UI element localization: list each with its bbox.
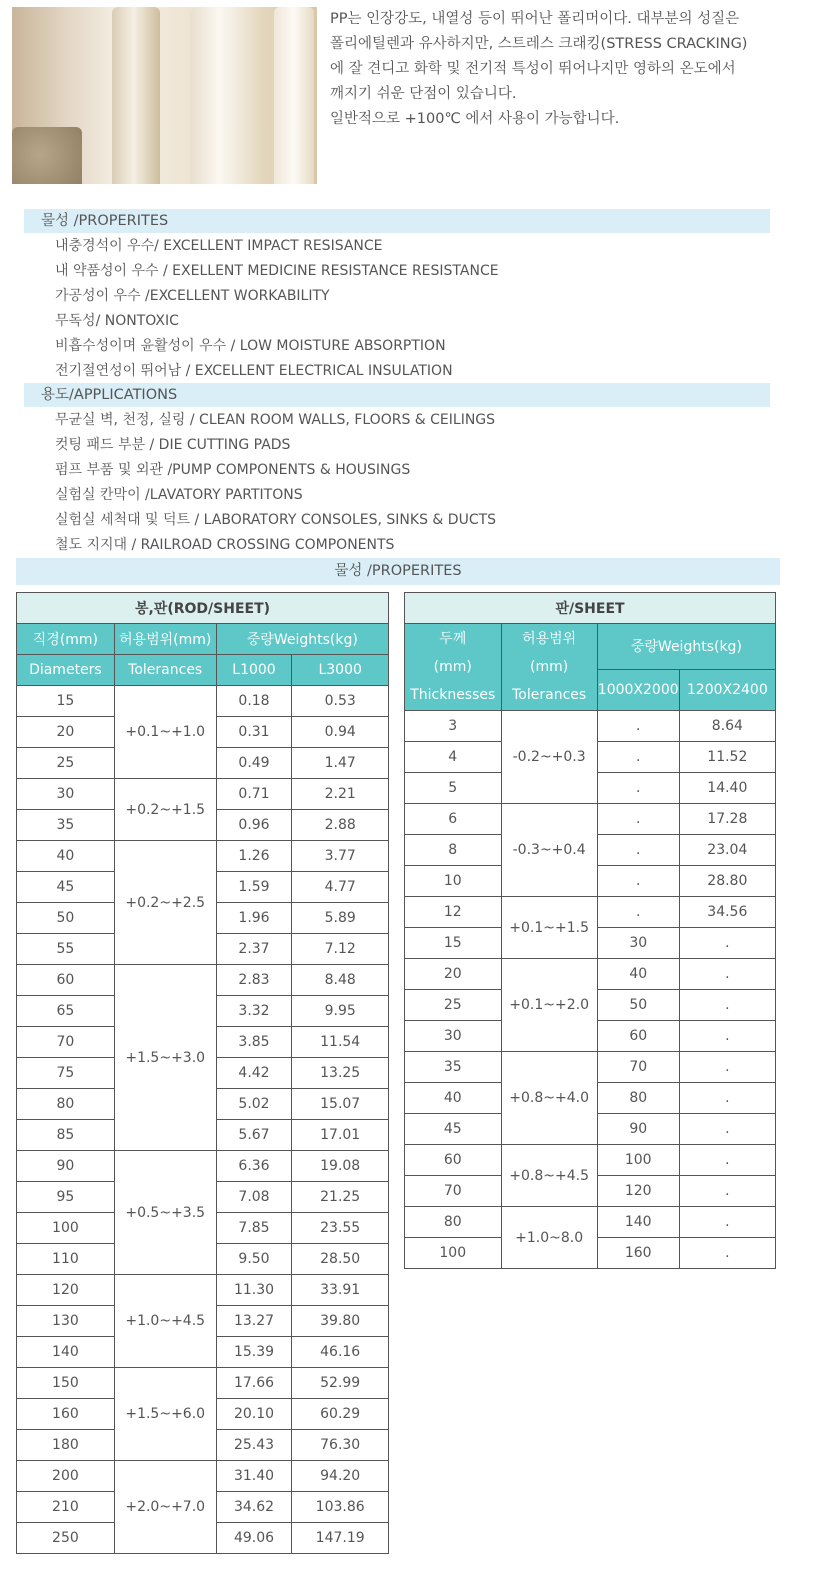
tolerance-header-ko: 허용범위(mm): [114, 624, 216, 655]
weight-cell: .: [679, 1207, 775, 1238]
weight-cell: 15.39: [216, 1337, 292, 1368]
table-section-title: 물성 /PROPERITES: [16, 558, 780, 585]
list-item: 철도 지지대 / RAILROAD CROSSING COMPONENTS: [55, 537, 395, 553]
table-row: [405, 804, 776, 835]
tolerance-cell: +0.5~+3.5: [114, 1151, 216, 1275]
weight-cell: .: [679, 959, 775, 990]
table-row: [17, 1368, 389, 1399]
table-row: [405, 959, 776, 990]
size-cell: 4: [405, 742, 502, 773]
sheet-tolerance-header-en: Tolerances: [512, 687, 587, 703]
weight-cell: .: [597, 711, 679, 742]
weight-cell: 39.80: [292, 1306, 389, 1337]
weight-cell: .: [679, 1114, 775, 1145]
size-cell: 60: [405, 1145, 502, 1176]
weight-cell: 50: [597, 990, 679, 1021]
tolerance-cell: +0.2~+2.5: [114, 841, 216, 965]
weight-cell: 60: [597, 1021, 679, 1052]
size-cell: 8: [405, 835, 502, 866]
weight-cell: 17.01: [292, 1120, 389, 1151]
list-item: 무독성/ NONTOXIC: [55, 313, 179, 329]
list-item: 가공성이 우수 /EXCELLENT WORKABILITY: [55, 288, 330, 304]
weight-cell: 14.40: [679, 773, 775, 804]
weight-cell: .: [679, 928, 775, 959]
weight-cell: 19.08: [292, 1151, 389, 1182]
intro-line: PP는 인장강도, 내열성 등이 뛰어난 폴리머이다. 대부분의 성질은: [330, 11, 740, 27]
table-row: [405, 1145, 776, 1176]
weight-cell: 11.30: [216, 1275, 292, 1306]
w1-header: 1000X2000: [597, 669, 679, 710]
weight-cell: 0.49: [216, 748, 292, 779]
table-row: [17, 841, 389, 872]
thickness-header: [405, 624, 502, 711]
size-cell: 160: [17, 1399, 115, 1430]
weight-cell: 140: [597, 1207, 679, 1238]
table-row: [17, 779, 389, 810]
weight-cell: 80: [597, 1083, 679, 1114]
weight-cell: 6.36: [216, 1151, 292, 1182]
list-item: 내충경석이 우수/ EXCELLENT IMPACT RESISANCE: [55, 238, 383, 254]
weight-cell: 8.48: [292, 965, 389, 996]
size-cell: 12: [405, 897, 502, 928]
weight-cell: 5.67: [216, 1120, 292, 1151]
weight-cell: 20.10: [216, 1399, 292, 1430]
size-cell: 70: [17, 1027, 115, 1058]
intro-line: 일반적으로 +100℃ 에서 사용이 가능합니다.: [330, 111, 620, 127]
intro-line: 폴리에틸렌과 유사하지만, 스트레스 크래킹(STRESS CRACKING): [330, 36, 748, 52]
weight-cell: 33.91: [292, 1275, 389, 1306]
weight-cell: 34.62: [216, 1492, 292, 1523]
tolerance-cell: +1.5~+3.0: [114, 965, 216, 1151]
size-cell: 45: [17, 872, 115, 903]
weight-cell: 0.31: [216, 717, 292, 748]
weight-cell: 94.20: [292, 1461, 389, 1492]
size-cell: 140: [17, 1337, 115, 1368]
applications-heading: 용도/APPLICATIONS: [24, 383, 770, 407]
weight-cell: 7.08: [216, 1182, 292, 1213]
tolerance-cell: -0.2~+0.3: [501, 711, 597, 804]
rod-shape: [190, 7, 264, 184]
weight-cell: 5.02: [216, 1089, 292, 1120]
size-cell: 6: [405, 804, 502, 835]
size-cell: 35: [17, 810, 115, 841]
weight-cell: 28.80: [679, 866, 775, 897]
tolerance-cell: +1.5~+6.0: [114, 1368, 216, 1461]
rod-table-caption: 봉,판(ROD/SHEET): [17, 593, 389, 624]
tolerance-cell: +0.1~+2.0: [501, 959, 597, 1052]
weight-cell: 28.50: [292, 1244, 389, 1275]
weight-cell: .: [597, 773, 679, 804]
weight-cell: .: [597, 804, 679, 835]
size-cell: 20: [17, 717, 115, 748]
applications-list: [55, 408, 496, 558]
weight-header: 중량Weights(kg): [216, 624, 388, 655]
thickness-header-en: Thicknesses: [410, 687, 496, 703]
intro-text: [330, 7, 825, 132]
list-item: 펌프 부품 및 외관 /PUMP COMPONENTS & HOUSINGS: [55, 462, 411, 478]
table-row: [17, 1151, 389, 1182]
weight-cell: 0.71: [216, 779, 292, 810]
weight-cell: 5.89: [292, 903, 389, 934]
list-item: 내 약품성이 우수 / EXELLENT MEDICINE RESISTANCE RESISTANCE: [55, 263, 499, 279]
weight-cell: .: [597, 742, 679, 773]
weight-cell: 30: [597, 928, 679, 959]
intro-line: 깨지기 쉬운 단점이 있습니다.: [330, 86, 517, 102]
table-row: [405, 897, 776, 928]
weight-cell: 21.25: [292, 1182, 389, 1213]
table-row: [17, 965, 389, 996]
properties-heading: 물성 /PROPERITES: [24, 209, 770, 233]
weight-cell: 31.40: [216, 1461, 292, 1492]
weight-cell: 100: [597, 1145, 679, 1176]
weight-cell: 3.77: [292, 841, 389, 872]
weight-cell: 2.37: [216, 934, 292, 965]
weight-cell: 1.47: [292, 748, 389, 779]
weight-cell: .: [597, 897, 679, 928]
size-cell: 25: [17, 748, 115, 779]
size-cell: 90: [17, 1151, 115, 1182]
tolerance-cell: +0.2~+1.5: [114, 779, 216, 841]
size-cell: 80: [405, 1207, 502, 1238]
weight-cell: 1.96: [216, 903, 292, 934]
table-row: [17, 1461, 389, 1492]
weight-cell: 4.77: [292, 872, 389, 903]
weight-cell: 147.19: [292, 1523, 389, 1554]
list-item: 전기절연성이 뛰어남 / EXCELLENT ELECTRICAL INSULATION: [55, 363, 453, 379]
size-cell: 40: [405, 1083, 502, 1114]
sheet-table: [404, 592, 776, 1269]
tolerance-cell: +0.8~+4.0: [501, 1052, 597, 1145]
size-cell: 15: [17, 686, 115, 717]
weight-cell: 0.18: [216, 686, 292, 717]
weight-cell: 17.28: [679, 804, 775, 835]
size-cell: 250: [17, 1523, 115, 1554]
weight-cell: 2.83: [216, 965, 292, 996]
size-cell: 45: [405, 1114, 502, 1145]
weight-cell: 46.16: [292, 1337, 389, 1368]
weight-cell: 13.27: [216, 1306, 292, 1337]
size-cell: 100: [17, 1213, 115, 1244]
weight-cell: .: [679, 1238, 775, 1269]
size-cell: 30: [17, 779, 115, 810]
rod-shape: [112, 7, 160, 184]
weight-cell: 15.07: [292, 1089, 389, 1120]
tolerance-cell: +0.1~+1.0: [114, 686, 216, 779]
table-row: [405, 1207, 776, 1238]
weight-cell: 103.86: [292, 1492, 389, 1523]
weight-cell: 23.04: [679, 835, 775, 866]
sheet-tolerance-header-unit: (mm): [530, 659, 569, 675]
size-cell: 100: [405, 1238, 502, 1269]
rod-table-body: [17, 686, 389, 1554]
size-cell: 5: [405, 773, 502, 804]
weight-cell: 2.21: [292, 779, 389, 810]
tolerance-cell: +2.0~+7.0: [114, 1461, 216, 1554]
weight-cell: 4.42: [216, 1058, 292, 1089]
tolerance-header-en: Tolerances: [114, 655, 216, 686]
weight-cell: 2.88: [292, 810, 389, 841]
size-cell: 35: [405, 1052, 502, 1083]
l3000-header: L3000: [292, 655, 389, 686]
list-item: 실험실 세척대 및 덕트 / LABORATORY CONSOLES, SINKS & DUCTS: [55, 512, 497, 528]
weight-cell: 7.12: [292, 934, 389, 965]
l1000-header: L1000: [216, 655, 292, 686]
tolerance-cell: +0.8~+4.5: [501, 1145, 597, 1207]
tolerance-cell: +0.1~+1.5: [501, 897, 597, 959]
size-cell: 25: [405, 990, 502, 1021]
weight-cell: 0.96: [216, 810, 292, 841]
tolerance-cell: -0.3~+0.4: [501, 804, 597, 897]
list-item: 비흡수성이며 윤활성이 우수 / LOW MOISTURE ABSORPTION: [55, 338, 446, 354]
weight-cell: 0.53: [292, 686, 389, 717]
size-cell: 3: [405, 711, 502, 742]
weight-cell: 8.64: [679, 711, 775, 742]
size-cell: 180: [17, 1430, 115, 1461]
size-cell: 95: [17, 1182, 115, 1213]
sheet-weight-header: 중량Weights(kg): [597, 624, 775, 670]
weight-cell: .: [679, 1083, 775, 1114]
size-cell: 130: [17, 1306, 115, 1337]
weight-cell: .: [679, 1145, 775, 1176]
size-cell: 120: [17, 1275, 115, 1306]
size-cell: 30: [405, 1021, 502, 1052]
product-photo: [12, 7, 317, 184]
rod-end: [12, 127, 82, 184]
size-cell: 65: [17, 996, 115, 1027]
properties-list: [55, 234, 499, 384]
weight-cell: 11.52: [679, 742, 775, 773]
table-row: [17, 686, 389, 717]
size-cell: 75: [17, 1058, 115, 1089]
diameter-header-en: Diameters: [17, 655, 115, 686]
size-cell: 10: [405, 866, 502, 897]
weight-cell: 160: [597, 1238, 679, 1269]
weight-cell: 90: [597, 1114, 679, 1145]
list-item: 실험실 칸막이 /LAVATORY PARTITONS: [55, 487, 303, 503]
size-cell: 15: [405, 928, 502, 959]
weight-cell: 25.43: [216, 1430, 292, 1461]
thickness-header-unit: (mm): [433, 659, 472, 675]
size-cell: 150: [17, 1368, 115, 1399]
sheet-tolerance-header: [501, 624, 597, 711]
tolerance-cell: +1.0~+4.5: [114, 1275, 216, 1368]
weight-cell: 9.95: [292, 996, 389, 1027]
weight-cell: 7.85: [216, 1213, 292, 1244]
tolerance-cell: +1.0~8.0: [501, 1207, 597, 1269]
weight-cell: 3.32: [216, 996, 292, 1027]
sheet-tolerance-header-ko: 허용범위: [522, 631, 577, 647]
weight-cell: 60.29: [292, 1399, 389, 1430]
thickness-header-ko: 두께: [439, 631, 467, 647]
size-cell: 60: [17, 965, 115, 996]
weight-cell: 23.55: [292, 1213, 389, 1244]
weight-cell: 70: [597, 1052, 679, 1083]
list-item: 컷팅 패드 부분 / DIE CUTTING PADS: [55, 437, 291, 453]
w2-header: 1200X2400: [679, 669, 775, 710]
diameter-header-ko: 직경(mm): [17, 624, 115, 655]
weight-cell: .: [679, 990, 775, 1021]
weight-cell: 40: [597, 959, 679, 990]
weight-cell: 9.50: [216, 1244, 292, 1275]
weight-cell: 34.56: [679, 897, 775, 928]
size-cell: 210: [17, 1492, 115, 1523]
intro-line: 에 잘 견디고 화학 및 전기적 특성이 뛰어나지만 영하의 온도에서: [330, 61, 736, 77]
sheet-table-body: [405, 711, 776, 1269]
weight-cell: 1.26: [216, 841, 292, 872]
weight-cell: 17.66: [216, 1368, 292, 1399]
table-row: [405, 711, 776, 742]
size-cell: 50: [17, 903, 115, 934]
size-cell: 80: [17, 1089, 115, 1120]
size-cell: 40: [17, 841, 115, 872]
sheet-table-caption: 판/SHEET: [405, 593, 776, 624]
rod-shape: [274, 7, 314, 184]
size-cell: 85: [17, 1120, 115, 1151]
weight-cell: .: [679, 1052, 775, 1083]
weight-cell: 52.99: [292, 1368, 389, 1399]
rod-sheet-table: [16, 592, 389, 1554]
weight-cell: 49.06: [216, 1523, 292, 1554]
table-row: [405, 1052, 776, 1083]
list-item: 무균실 벽, 천정, 실링 / CLEAN ROOM WALLS, FLOORS & CEILINGS: [55, 412, 496, 428]
weight-cell: 1.59: [216, 872, 292, 903]
table-row: [17, 1275, 389, 1306]
size-cell: 200: [17, 1461, 115, 1492]
weight-cell: 0.94: [292, 717, 389, 748]
weight-cell: .: [679, 1176, 775, 1207]
size-cell: 110: [17, 1244, 115, 1275]
size-cell: 70: [405, 1176, 502, 1207]
size-cell: 20: [405, 959, 502, 990]
weight-cell: 76.30: [292, 1430, 389, 1461]
weight-cell: .: [679, 1021, 775, 1052]
weight-cell: 3.85: [216, 1027, 292, 1058]
size-cell: 55: [17, 934, 115, 965]
weight-cell: .: [597, 835, 679, 866]
weight-cell: 120: [597, 1176, 679, 1207]
weight-cell: .: [597, 866, 679, 897]
weight-cell: 11.54: [292, 1027, 389, 1058]
weight-cell: 13.25: [292, 1058, 389, 1089]
